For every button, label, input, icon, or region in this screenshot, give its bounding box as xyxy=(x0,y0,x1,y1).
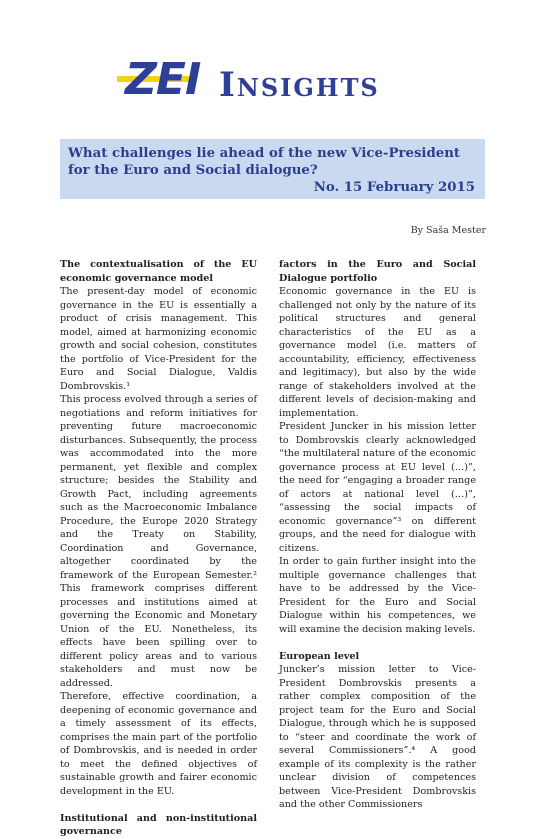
section-heading-institutional: Institutional and non-institutional governance xyxy=(60,812,257,837)
logo-zei-text: ZEI xyxy=(125,54,201,105)
paragraph: President Juncker in his mission letter to Dombrovskis clearly acknowledged “the multilateral nature of the economic governance process at EU level (…)”, the need for “engaging a broader range of actors at national level (…)”, “assessing the social impacts of economic governance”³ on different groups, and the need for dialogue with citizens. xyxy=(279,421,476,554)
zei-insights-logo xyxy=(117,56,437,108)
issue-number: No. 15 February 2015 xyxy=(313,180,475,195)
section-heading-european-level: European level xyxy=(279,650,360,662)
paragraph: Economic governance in the EU is challenged not only by the nature of its political structures and general characteristics of the EU as a governance model (i.e. matters of accountability, efficiency, effectiveness and legitimacy), but also by the wide range of stakeholders involved at the different levels of decision-making and implementation. xyxy=(279,286,476,419)
author-byline: By Saša Mester xyxy=(410,225,486,236)
paragraph: Juncker’s mission letter to Vice-President Dombrovskis presents a rather complex composition of the project team for the Euro and Social Dialogue, through which he is supposed to “steer and coordinate the work of several Commissioners”.⁴ A good example of its complexity is the rather unclear division of competences between Vice-President Dombrovskis and the other Commissioners xyxy=(279,664,476,810)
paragraph: Therefore, effective coordination, a deepening of economic governance and a timely assessment of its effects, comprises the main part of the portfolio of Dombrovskis, and is needed in order to meet the defined objectives of sustainable growth and fairer economic development in the EU. xyxy=(60,691,257,797)
section-heading-contextualisation: The contextualisation of the EU economic governance model xyxy=(60,259,257,284)
title-banner xyxy=(60,139,485,199)
paragraph: This process evolved through a series of negotiations and reform initiatives for preventing future macroeconomic disturbances. Subsequently, the process was accommodated into the more permanent, yet flexible and complex structure; besides the Stability and Growth Pact, including agreements such as the Macroeconomic Imbalance Procedure, the Europe 2020 Strategy and the Treaty on Stability, Coordination and Governance, altogether coordinated by the framework of the European Semester.² This framework comprises different processes and institutions aimed at governing the Economic and Monetary Union of the EU. Nonetheless, its effects have been spilling over to different policy areas and to various stakeholders and must now be addressed. xyxy=(60,394,257,689)
right-column xyxy=(279,258,476,812)
section-heading-continued: factors in the Euro and Social Dialogue portfolio xyxy=(279,259,476,284)
logo-insights-text: Insights xyxy=(219,65,380,105)
paragraph: In order to gain further insight into the multiple governance challenges that have to be addressed by the Vice-President for the Euro and Social Dialogue within his competences, we will examine the decision making levels. xyxy=(279,556,476,635)
page-title: What challenges lie ahead of the new Vice-President for the Euro and Social dialogue? xyxy=(68,146,461,178)
left-column xyxy=(60,258,257,839)
paragraph: The present-day model of economic governance in the EU is essentially a product of crisis management. This model, aimed at harmonizing economic growth and social cohesion, constitutes the portfolio of Vice-President for the Euro and Social Dialogue, Valdis Dombrovskis.¹ xyxy=(60,286,257,392)
